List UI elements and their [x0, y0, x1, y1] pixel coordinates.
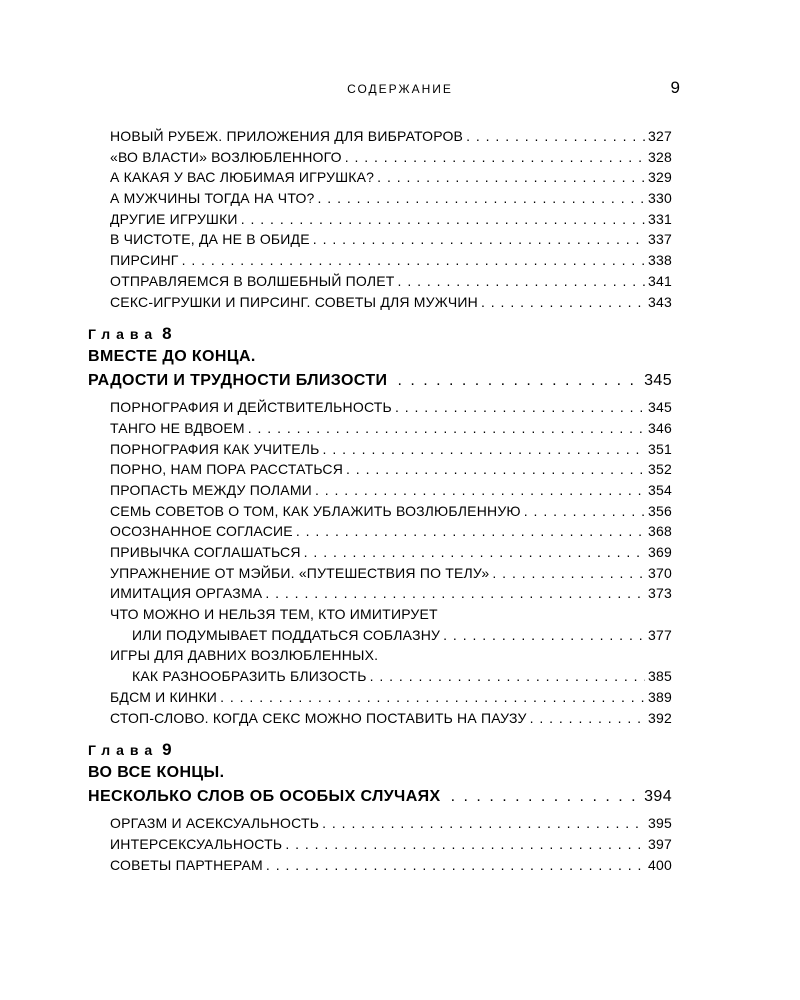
toc-entry-label: ПИРСИНГ	[110, 252, 179, 269]
toc-entry[interactable]	[88, 273, 672, 294]
toc-entry-multiline-first[interactable]: ИГРЫ ДЛЯ ДАВНИХ ВОЗЛЮБЛЕННЫХ.	[110, 647, 379, 664]
leader-dots	[304, 544, 645, 560]
toc-entry[interactable]	[88, 190, 672, 211]
toc-entry-label: НОВЫЙ РУБЕЖ. ПРИЛОЖЕНИЯ ДЛЯ ВИБРАТОРОВ	[110, 128, 464, 144]
toc-entry-page: 389	[648, 688, 672, 705]
toc-entry-label: ДРУГИЕ ИГРУШКИ	[110, 210, 238, 227]
toc-entry-label: «ВО ВЛАСТИ» ВОЗЛЮБЛЕННОГО	[110, 148, 342, 165]
toc-entry-label: ПРИВЫЧКА СОГЛАШАТЬСЯ	[110, 544, 301, 560]
toc-entry-multiline-first[interactable]: ЧТО МОЖНО И НЕЛЬЗЯ ТЕМ, КТО ИМИТИРУЕТ	[110, 606, 438, 623]
leader-dots	[481, 294, 645, 310]
toc-entry[interactable]	[88, 441, 672, 462]
toc-entry[interactable]	[88, 710, 672, 731]
toc-entry[interactable]	[88, 420, 672, 441]
chapter-label	[88, 740, 672, 764]
leader-dots	[296, 523, 645, 539]
toc-entry[interactable]	[88, 585, 672, 606]
toc-entry-label: СОВЕТЫ ПАРТНЕРАМ	[110, 856, 263, 873]
leader-dots	[182, 252, 645, 268]
toc-entry-label: ОТПРАВЛЯЕМСЯ В ВОЛШЕБНЫЙ ПОЛЕТ	[110, 272, 395, 289]
toc-entry-label: СТОП-СЛОВО. КОГДА СЕКС МОЖНО ПОСТАВИТЬ НА ПАУЗУ	[110, 709, 527, 726]
toc-entry-page: 356	[648, 502, 672, 519]
table-of-contents	[88, 128, 672, 877]
toc-entry[interactable]	[88, 128, 672, 149]
toc-entry-label: СЕКС-ИГРУШКИ И ПИРСИНГ. СОВЕТЫ ДЛЯ МУЖЧИН	[110, 293, 478, 310]
toc-entry-page: 351	[648, 440, 672, 457]
leader-dots	[265, 585, 645, 601]
leader-dots	[241, 211, 645, 227]
chapter-title-text: РАДОСТИ И ТРУДНОСТИ БЛИЗОСТИ	[88, 372, 388, 390]
leader-dots	[248, 420, 645, 436]
page-number: 9	[670, 78, 680, 97]
leader-dots	[443, 627, 645, 643]
toc-entry-label: ПОРНО, НАМ ПОРА РАССТАТЬСЯ	[110, 461, 344, 478]
toc-entry-page: 341	[648, 272, 672, 289]
toc-entry-page: 328	[648, 148, 672, 165]
toc-entry[interactable]	[88, 231, 672, 252]
toc-entry[interactable]	[88, 815, 672, 836]
chapter-number: 8	[162, 324, 173, 344]
toc-entry-label: ПРОПАСТЬ МЕЖДУ ПОЛАМИ	[110, 481, 312, 498]
toc-entry-page: 338	[648, 252, 672, 269]
toc-entry-page: 385	[648, 668, 672, 685]
leader-dots	[266, 857, 645, 873]
leader-dots	[530, 710, 645, 726]
leader-dots	[397, 372, 640, 390]
toc-entry-page: 370	[648, 564, 672, 581]
toc-entry-label: А КАКАЯ У ВАС ЛЮБИМАЯ ИГРУШКА?	[110, 169, 375, 186]
chapter-title-text: НЕСКОЛЬКО СЛОВ ОБ ОСОБЫХ СЛУЧАЯХ	[88, 788, 441, 806]
toc-entry[interactable]	[88, 482, 672, 503]
leader-dots	[285, 836, 645, 852]
toc-entry-page: 337	[648, 231, 672, 248]
running-header: СОДЕРЖАНИЕ	[347, 82, 453, 96]
toc-entry-label: В ЧИСТОТЕ, ДА НЕ В ОБИДЕ	[110, 231, 310, 248]
leader-dots	[322, 815, 645, 831]
leader-dots	[318, 190, 646, 206]
chapter-9	[88, 740, 672, 877]
leader-dots	[466, 128, 645, 144]
toc-entry[interactable]	[88, 252, 672, 273]
toc-entry-page: 368	[648, 523, 672, 540]
toc-entry-page: 352	[648, 461, 672, 478]
chapter-title-line1[interactable]: ВМЕСТЕ ДО КОНЦА.	[88, 348, 256, 366]
toc-entry[interactable]	[88, 523, 672, 544]
toc-entry-label: ОРГАЗМ И АСЕКСУАЛЬНОСТЬ	[110, 815, 320, 832]
toc-entry-label: УПРАЖНЕНИЕ ОТ МЭЙБИ. «ПУТЕШЕСТВИЯ ПО ТЕЛУ»	[110, 564, 490, 581]
chapter-title-line2[interactable]	[88, 788, 672, 815]
toc-entry-page: 330	[648, 190, 672, 207]
toc-entry[interactable]	[88, 544, 672, 565]
toc-entry-label: СЕМЬ СОВЕТОВ О ТОМ, КАК УБЛАЖИТЬ ВОЗЛЮБЛЕННУЮ	[110, 502, 521, 519]
toc-entry-page: 343	[648, 293, 672, 310]
toc-entry-label: БДСМ И КИНКИ	[110, 688, 218, 705]
toc-entry[interactable]	[88, 565, 672, 586]
chapter-word: Глава	[88, 742, 159, 759]
toc-entry-page: 345	[648, 399, 672, 416]
toc-entry[interactable]	[88, 149, 672, 170]
leader-dots	[398, 273, 645, 289]
toc-entry-label: ПОРНОГРАФИЯ И ДЕЙСТВИТЕЛЬНОСТЬ	[110, 399, 392, 416]
toc-entry[interactable]	[88, 836, 672, 857]
toc-entry-label: КАК РАЗНООБРАЗИТЬ БЛИЗОСТЬ	[132, 668, 367, 685]
toc-entry-label: ИМИТАЦИЯ ОРГАЗМА	[110, 585, 263, 602]
toc-entry-page: 400	[648, 856, 672, 873]
toc-entry-page: 369	[648, 544, 672, 560]
toc-entry[interactable]	[88, 461, 672, 482]
leader-dots	[377, 169, 645, 185]
leader-dots	[451, 788, 640, 806]
chapter-page: 345	[644, 372, 672, 390]
leader-dots	[492, 565, 645, 581]
leader-dots	[313, 231, 645, 247]
leader-dots	[370, 668, 645, 684]
toc-entry-label: А МУЖЧИНЫ ТОГДА НА ЧТО?	[110, 190, 315, 207]
leader-dots	[315, 482, 645, 498]
toc-entry[interactable]	[88, 857, 672, 878]
leader-dots	[345, 149, 645, 165]
toc-entry-label: ИЛИ ПОДУМЫВАЕТ ПОДДАТЬСЯ СОБЛАЗНУ	[132, 626, 441, 643]
toc-entry[interactable]	[88, 668, 672, 689]
toc-entry[interactable]	[88, 169, 672, 190]
toc-entry-label: ИНТЕРСЕКСУАЛЬНОСТЬ	[110, 835, 283, 852]
toc-entry-page: 331	[648, 210, 672, 227]
toc-entry-page: 354	[648, 481, 672, 498]
toc-entry-page: 377	[648, 626, 672, 643]
leader-dots	[346, 461, 645, 477]
toc-entry-page: 329	[648, 169, 672, 186]
chapter-word: Глава	[88, 326, 159, 343]
toc-entry-page: 395	[648, 815, 672, 832]
toc-entry-page: 327	[648, 128, 672, 144]
chapter-page: 394	[644, 788, 672, 806]
toc-entry-page: 392	[648, 709, 672, 726]
chapter-8	[88, 324, 672, 730]
toc-entry[interactable]	[88, 399, 672, 420]
toc-entry[interactable]	[88, 689, 672, 710]
leader-dots	[524, 503, 645, 519]
toc-entry-page: 373	[648, 585, 672, 602]
leader-dots	[323, 441, 645, 457]
toc-entry-label: ОСОЗНАННОЕ СОГЛАСИЕ	[110, 523, 293, 540]
leader-dots	[220, 689, 645, 705]
toc-entry[interactable]	[88, 503, 672, 524]
chapter-label	[88, 324, 672, 348]
leader-dots	[395, 399, 645, 415]
chapter-title-line1[interactable]: ВО ВСЕ КОНЦЫ.	[88, 764, 225, 782]
toc-entry[interactable]	[88, 627, 672, 648]
toc-entry-page: 346	[648, 419, 672, 436]
section-a-entries	[88, 128, 672, 314]
toc-entry-page: 397	[648, 835, 672, 852]
chapter-title-line2[interactable]	[88, 372, 672, 399]
chapter-number: 9	[162, 740, 173, 760]
toc-entry[interactable]	[88, 294, 672, 315]
toc-entry-label: ПОРНОГРАФИЯ КАК УЧИТЕЛЬ	[110, 440, 320, 457]
toc-entry-label: ТАНГО НЕ ВДВОЕМ	[110, 419, 245, 436]
toc-entry[interactable]	[88, 211, 672, 232]
